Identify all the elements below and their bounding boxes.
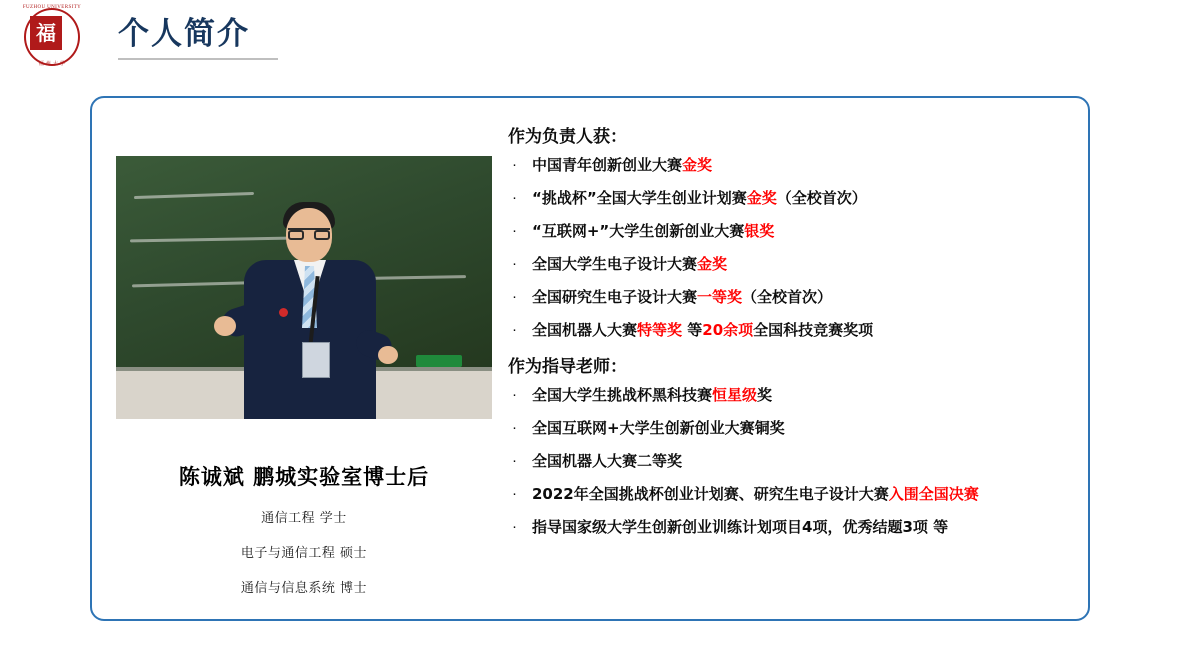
list-item	[508, 187, 1074, 209]
profile-name: 陈诚斌 鹏城实验室博士后	[178, 465, 430, 489]
award-text: （全校首次）	[742, 288, 833, 306]
list-item	[508, 286, 1074, 308]
award-text: 指导国家级大学生创新创业训练计划项目4项，优秀结题3项 等	[532, 518, 949, 536]
award-text: “挑战杯”全国大学生创业计划赛	[532, 189, 747, 207]
list-item	[508, 253, 1074, 275]
award-highlight: 恒星级	[712, 386, 758, 404]
profile-degree-master: 电子与通信工程 硕士	[240, 546, 368, 561]
award-text: 全国科技竞赛奖项	[753, 321, 874, 339]
award-text: 全国大学生电子设计大赛	[532, 255, 698, 273]
list-item	[508, 384, 1074, 406]
award-text: （全校首次）	[776, 189, 867, 207]
award-text: 全国研究生电子设计大赛	[532, 288, 698, 306]
profile-degree-bachelor: 通信工程 学士	[261, 511, 347, 526]
title-underline	[118, 58, 278, 60]
green-object	[416, 355, 462, 367]
list-item-text	[532, 286, 832, 308]
list-item	[508, 154, 1074, 176]
section-heading: 作为指导老师：	[508, 357, 627, 377]
list-item-text	[532, 417, 785, 439]
profile-panel	[116, 156, 492, 596]
bullet-icon: ·	[512, 189, 517, 206]
sections-host	[508, 122, 1074, 538]
glasses-icon	[288, 228, 330, 240]
bullet-icon: ·	[512, 419, 517, 436]
award-text: 全国机器人大赛	[532, 321, 638, 339]
person-lapel-pin	[279, 308, 288, 317]
list-item-text	[532, 384, 772, 406]
list-item	[508, 516, 1074, 538]
award-text: 中国青年创新创业大赛	[532, 156, 683, 174]
bullet-icon: ·	[512, 156, 517, 173]
bullet-icon: ·	[512, 386, 517, 403]
list-item-text	[532, 483, 979, 505]
award-text: “互联网+”大学生创新创业大赛	[532, 222, 745, 240]
person-right-hand	[378, 346, 398, 364]
seal-ring-text-top: FUZHOU UNIVERSITY	[22, 5, 82, 10]
list-item	[508, 450, 1074, 472]
slide-header	[0, 0, 1188, 78]
fuzhou-university-seal-icon	[18, 4, 86, 72]
bullet-icon: ·	[512, 255, 517, 272]
achievements-panel	[508, 116, 1074, 549]
bullet-icon: ·	[512, 518, 517, 535]
profile-degree-doctor: 通信与信息系统 博士	[240, 581, 368, 596]
bullet-icon: ·	[512, 485, 517, 502]
award-highlight: 金奖	[697, 255, 728, 273]
list-item-text	[532, 154, 712, 176]
award-highlight: 金奖	[682, 156, 713, 174]
section-heading: 作为负责人获：	[508, 127, 627, 147]
list-item-text	[532, 319, 873, 341]
page-title: 个人简介	[118, 16, 250, 52]
person-left-hand	[214, 316, 236, 336]
award-text: 全国互联网+大学生创新创业大赛铜奖	[532, 419, 785, 437]
list-item-text	[532, 450, 682, 472]
bullet-icon: ·	[512, 321, 517, 338]
award-text: 2022年全国挑战杯创业计划赛、研究生电子设计大赛	[532, 485, 889, 503]
award-highlight: 金奖	[746, 189, 777, 207]
list-item-text	[532, 516, 948, 538]
bullet-icon: ·	[512, 288, 517, 305]
list-item-text	[532, 253, 727, 275]
bullet-icon: ·	[512, 452, 517, 469]
list-item	[508, 483, 1074, 505]
content-card	[90, 96, 1090, 621]
title-block	[118, 12, 278, 60]
list-item	[508, 220, 1074, 242]
award-text: 等	[682, 321, 703, 339]
list-item-text	[532, 187, 867, 209]
list-item	[508, 417, 1074, 439]
list-item	[508, 319, 1074, 341]
award-highlight: 特等奖	[637, 321, 683, 339]
seal-center-char: 福	[30, 16, 62, 50]
list-item-text	[532, 220, 774, 242]
person-badge	[302, 342, 330, 378]
award-highlight: 银奖	[744, 222, 775, 240]
award-text: 奖	[757, 386, 773, 404]
award-highlight: 20余项	[702, 321, 754, 339]
award-highlight: 入围全国决赛	[888, 485, 979, 503]
award-text: 全国大学生挑战杯黑科技赛	[532, 386, 713, 404]
award-highlight: 一等奖	[697, 288, 743, 306]
seal-ring-text-bottom: 福 州 大 学	[38, 62, 66, 67]
profile-photo	[116, 156, 492, 419]
award-text: 全国机器人大赛二等奖	[532, 452, 683, 470]
bullet-icon: ·	[512, 222, 517, 239]
